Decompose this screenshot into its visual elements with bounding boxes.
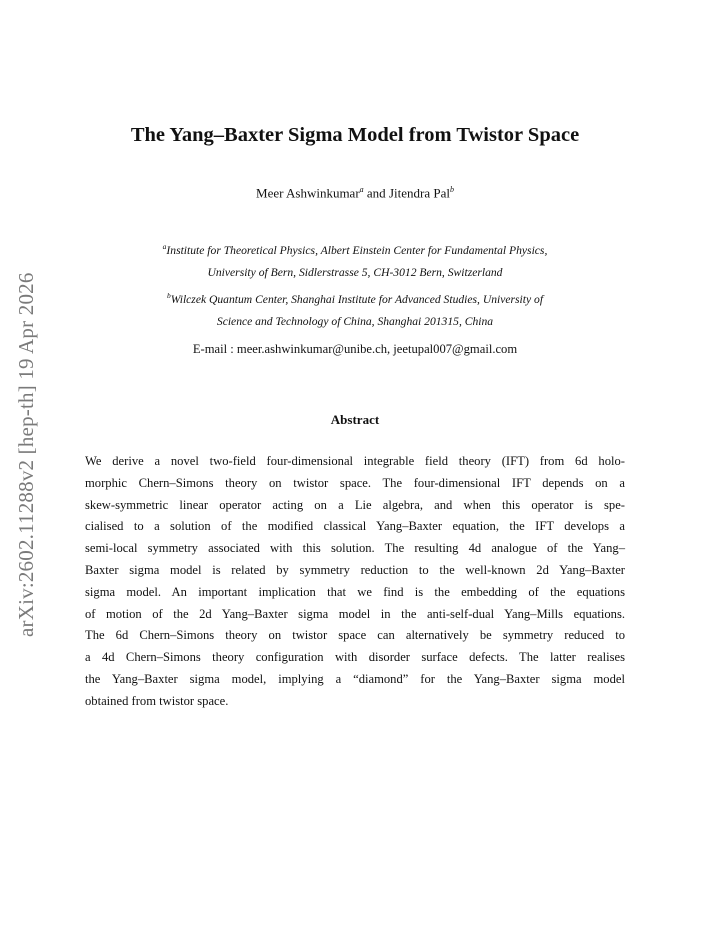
author-name: Jitendra Pal	[388, 185, 450, 201]
affiliation-line	[100, 285, 610, 311]
abstract-line: The 6d Chern–Simons theory on twistor space can alternatively be symmetry reduced to	[85, 628, 625, 643]
author-name: Meer Ashwinkumar	[256, 185, 360, 201]
paper-title: The Yang–Baxter Sigma Model from Twistor Space	[130, 124, 580, 146]
abstract-line: cialised to a solution of the modified classical Yang–Baxter equation, the IFT develops a	[85, 519, 625, 534]
affiliation-line	[100, 236, 610, 262]
abstract-line: a 4d Chern–Simons theory configuration with disorder surface defects. The latter realises	[85, 650, 625, 665]
abstract-body	[85, 451, 625, 713]
affiliation-mark: b	[166, 290, 171, 300]
affiliation-line: University of Bern, Sidlerstrasse 5, CH-3012 Bern, Switzerland	[207, 266, 503, 280]
affiliation-line: Science and Technology of China, Shanghai 201315, China	[216, 315, 494, 329]
abstract-line: of motion of the 2d Yang–Baxter sigma model in the anti-self-dual Yang–Mills equations.	[85, 606, 625, 621]
abstract-line: Baxter sigma model is related by symmetry reduction to the well-known 2d Yang–Baxter	[85, 562, 625, 577]
affiliation-mark: a	[162, 242, 167, 251]
arxiv-identifier-stamp: arXiv:2602.11288v2 [hep-th] 19 Apr 2026	[14, 272, 38, 638]
abstract-line: semi-local symmetry associated with this solution. The resulting 4d analogue of the Yang–	[85, 541, 625, 556]
contact-email: E-mail : meer.ashwinkumar@unibe.ch, jeetupal007@gmail.com	[192, 342, 518, 356]
affiliation-mark: a	[359, 185, 364, 194]
abstract-heading: Abstract	[330, 412, 380, 427]
author-list	[70, 185, 640, 201]
affiliation-block	[100, 236, 610, 334]
abstract-line: the Yang–Baxter sigma model, implying a “diamond” for the Yang–Baxter sigma model	[85, 671, 625, 686]
affiliation-text: Wilczek Quantum Center, Shanghai Institute for Advanced Studies, University of	[170, 292, 544, 306]
abstract-line: We derive a novel two-field four-dimensional integrable field theory (IFT) from 6d holo-	[85, 454, 625, 468]
abstract-line: skew-symmetric linear operator acting on a Lie algebra, and when this operator is spe-	[85, 497, 625, 512]
abstract-line: obtained from twistor space.	[85, 693, 229, 708]
author-conjunction: and	[363, 185, 389, 201]
affiliation-mark: b	[449, 185, 454, 194]
abstract-line: morphic Chern–Simons theory on twistor space. The four-dimensional IFT depends on a	[85, 475, 625, 490]
affiliation-text: Institute for Theoretical Physics, Albert Einstein Center for Fundamental Physics,	[166, 243, 548, 257]
abstract-line: sigma model. An important implication that we find is the embedding of the equations	[85, 584, 625, 599]
